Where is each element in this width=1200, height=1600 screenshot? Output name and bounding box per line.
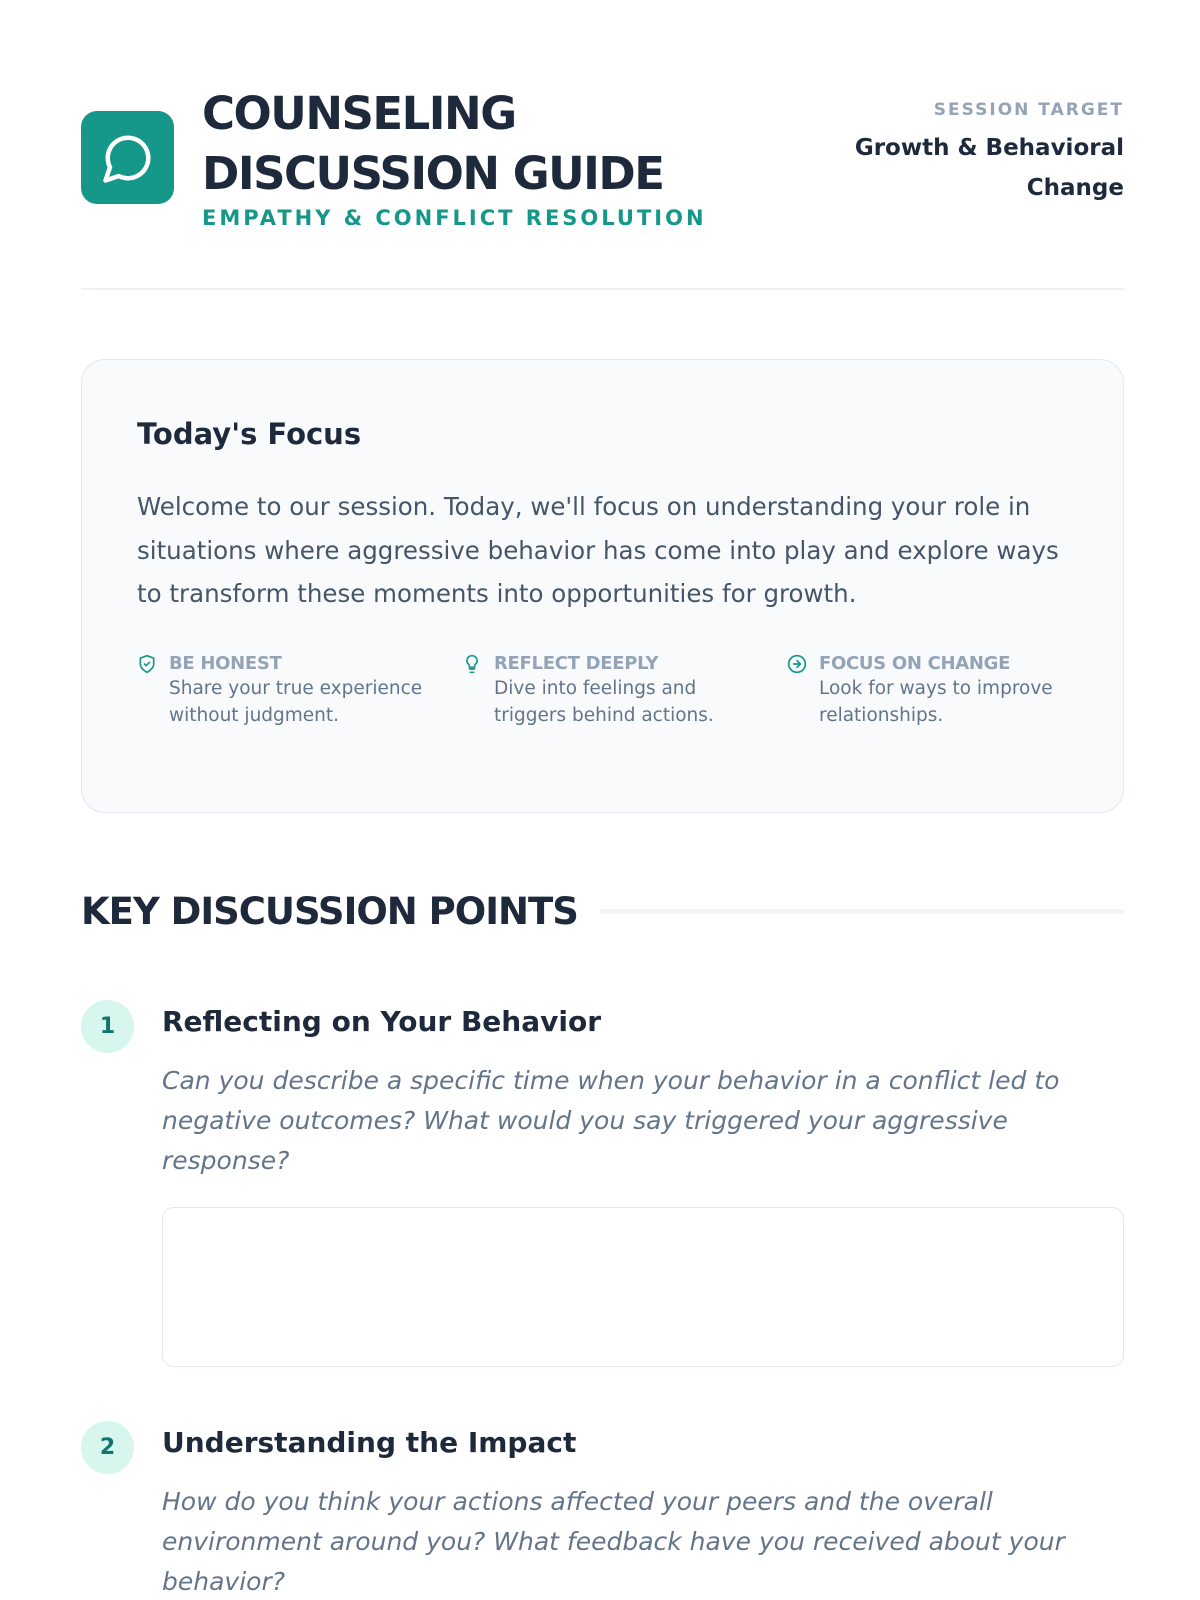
arrow-circle-right-icon <box>787 654 807 674</box>
section-title: KEY DISCUSSION POINTS <box>81 890 578 933</box>
tip-label: BE HONEST <box>169 653 282 674</box>
tip-description: Share your true experience without judgment. <box>169 678 423 726</box>
tip-reflect-deeply <box>462 652 754 729</box>
tip-label: FOCUS ON CHANGE <box>819 653 1011 674</box>
question-text: Can you describe a specific time when your behavior in a conflict led to negative outcomes? What would you say triggered your aggressive response? <box>162 1066 1060 1175</box>
page-subtitle: EMPATHY & CONFLICT RESOLUTION <box>202 206 707 230</box>
focus-text: Welcome to our session. Today, we'll focus on understanding your role in situations where aggressive behavior has come into play and explore ways to transform these moments into opportunities for growth. <box>137 492 1059 608</box>
question-text: How do you think your actions affected your peers and the overall environment around you? What feedback have you received about your behavior? <box>162 1487 1065 1596</box>
answer-field[interactable] <box>162 1207 1124 1367</box>
tip-body <box>819 652 1079 729</box>
session-target-value-line-2: Change <box>1026 175 1124 201</box>
chat-bubble-icon <box>101 131 155 185</box>
question-number-badge: 2 <box>81 1421 134 1474</box>
question-title: Reflecting on Your Behavior <box>162 1005 602 1038</box>
question-title: Understanding the Impact <box>162 1426 577 1459</box>
tip-label: REFLECT DEEPLY <box>494 653 659 674</box>
page-title-line-1: COUNSELING <box>202 87 516 140</box>
session-target-value <box>824 128 1124 208</box>
section-divider <box>600 909 1124 914</box>
question-number-badge: 1 <box>81 1000 134 1053</box>
tip-body <box>494 652 754 729</box>
section-heading <box>81 890 1124 933</box>
session-target <box>824 100 1124 208</box>
session-target-label: SESSION TARGET <box>933 100 1124 120</box>
tip-description: Look for ways to improve relationships. <box>819 678 1053 726</box>
focus-card <box>81 359 1124 813</box>
shield-check-icon <box>137 654 157 674</box>
header <box>81 0 1124 290</box>
focus-title: Today's Focus <box>137 417 362 451</box>
logo <box>81 111 174 204</box>
page-title-line-2: DISCUSSION GUIDE <box>202 147 664 200</box>
tip-be-honest <box>137 652 429 729</box>
page-title <box>202 84 707 204</box>
title-block <box>202 84 707 230</box>
tip-focus-on-change <box>787 652 1079 729</box>
session-target-value-line-1: Growth & Behavioral <box>854 135 1124 161</box>
page <box>81 0 1124 1596</box>
tip-description: Dive into feelings and triggers behind actions. <box>494 678 714 726</box>
tip-body <box>169 652 429 729</box>
header-divider <box>81 288 1124 290</box>
lightbulb-icon <box>462 654 482 674</box>
